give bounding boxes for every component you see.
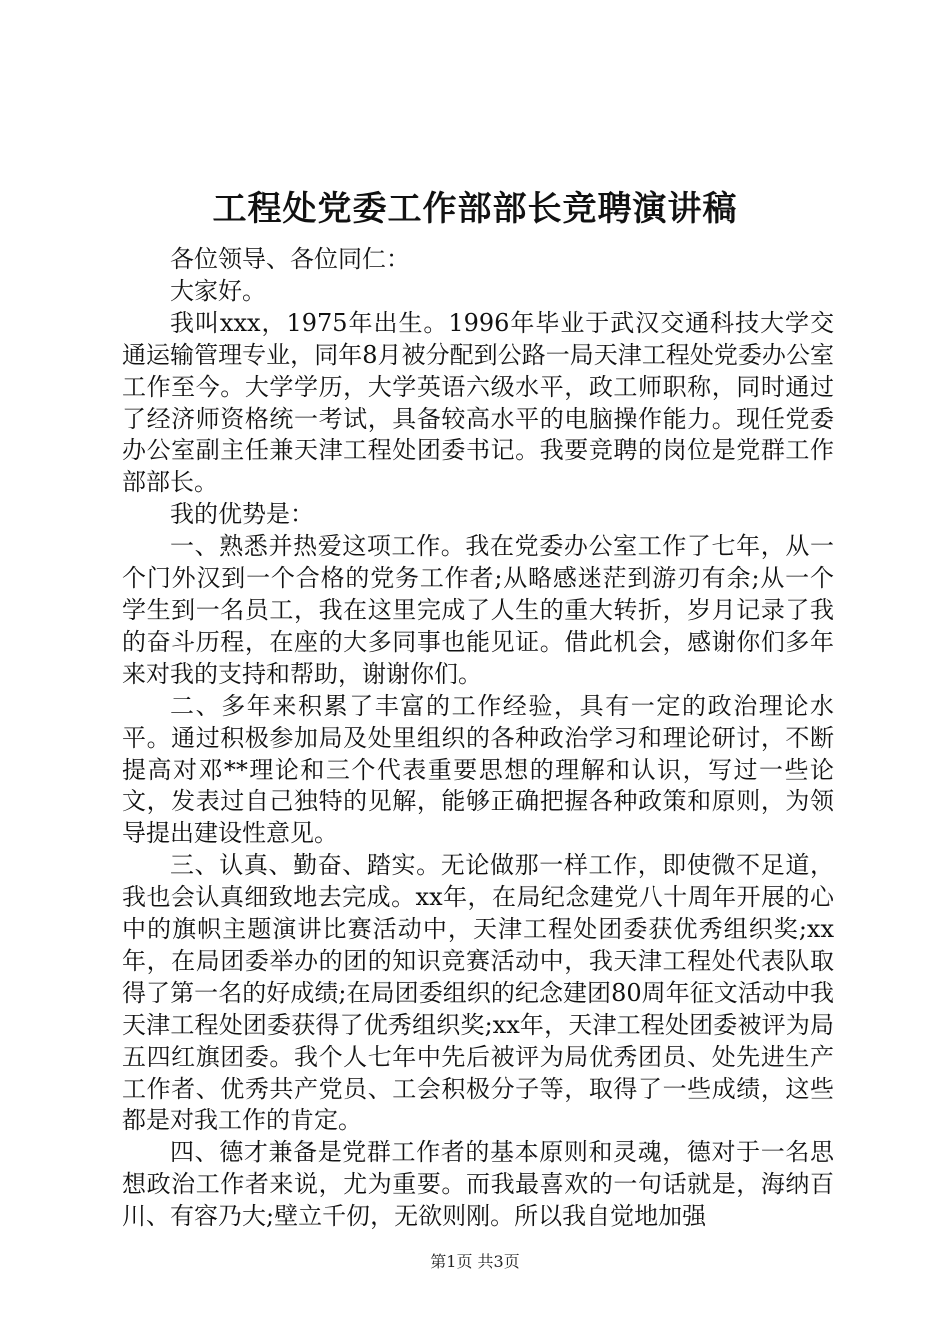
greeting-paragraph: 各位领导、各位同仁： bbox=[170, 245, 410, 273]
document-body bbox=[122, 244, 834, 1233]
advantage-four-paragraph: 四、德才兼备是党群工作者的基本原则和灵魂，德对于一名思想政治工作者来说，尤为重要。而我最喜欢的一句话就是，海纳百川、有容乃大;壁立千仞，无欲则刚。所以我自觉地加强 bbox=[122, 1138, 834, 1231]
salutation-paragraph: 大家好。 bbox=[170, 276, 266, 305]
advantage-three-paragraph: 三、认真、勤奋、踏实。无论做那一样工作，即使微不足道，我也会认真细致地去完成。xx年，在局纪念建党八十周年开展的心中的旗帜主题演讲比赛活动中，天津工程处团委获优秀组织奖;xx年，在局团委举办的团的知识竞赛活动中，我天津工程处代表队取得了第一名的好成绩;在局团委组织的纪念建团80周年征文活动中我天津工程处团委获得了优秀组织奖;xx年，天津工程处团委被评为局五四红旗团委。我个人七年中先后被评为局优秀团员、处先进生产工作者、优秀共产党员、工会积极分子等，取得了一些成绩，这些都是对我工作的肯定。 bbox=[122, 851, 834, 1135]
advantage-one-paragraph: 一、熟悉并热爱这项工作。我在党委办公室工作了七年，从一个门外汉到一个合格的党务工作者;从略感迷茫到游刃有余;从一个学生到一名员工，我在这里完成了人生的重大转折，岁月记录了我的奋斗历程，在座的大多同事也能见证。借此机会，感谢你们多年来对我的支持和帮助，谢谢你们。 bbox=[122, 532, 834, 688]
document-title: 工程处党委工作部部长竞聘演讲稿 bbox=[212, 189, 738, 229]
page-footer: 第1页 共3页 bbox=[430, 1252, 520, 1271]
advantage-two-paragraph: 二、多年来积累了丰富的工作经验，具有一定的政治理论水平。通过积极参加局及处里组织的各种政治学习和理论研讨，不断提高对邓**理论和三个代表重要思想的理解和认识，写过一些论文，发表过自己独特的见解，能够正确把握各种政策和原则，为领导提出建设性意见。 bbox=[122, 691, 834, 848]
introduction-paragraph: 我叫xxx，1975年出生。1996年毕业于武汉交通科技大学交通运输管理专业，同年8月被分配到公路一局天津工程处党委办公室工作至今。大学学历，大学英语六级水平，政工师职称，同时通过了经济师资格统一考试，具备较高水平的电脑操作能力。现任党委办公室副主任兼天津工程处团委书记。我要竞聘的岗位是党群工作部部长。 bbox=[122, 308, 834, 497]
advantages-heading-paragraph: 我的优势是： bbox=[170, 500, 314, 529]
